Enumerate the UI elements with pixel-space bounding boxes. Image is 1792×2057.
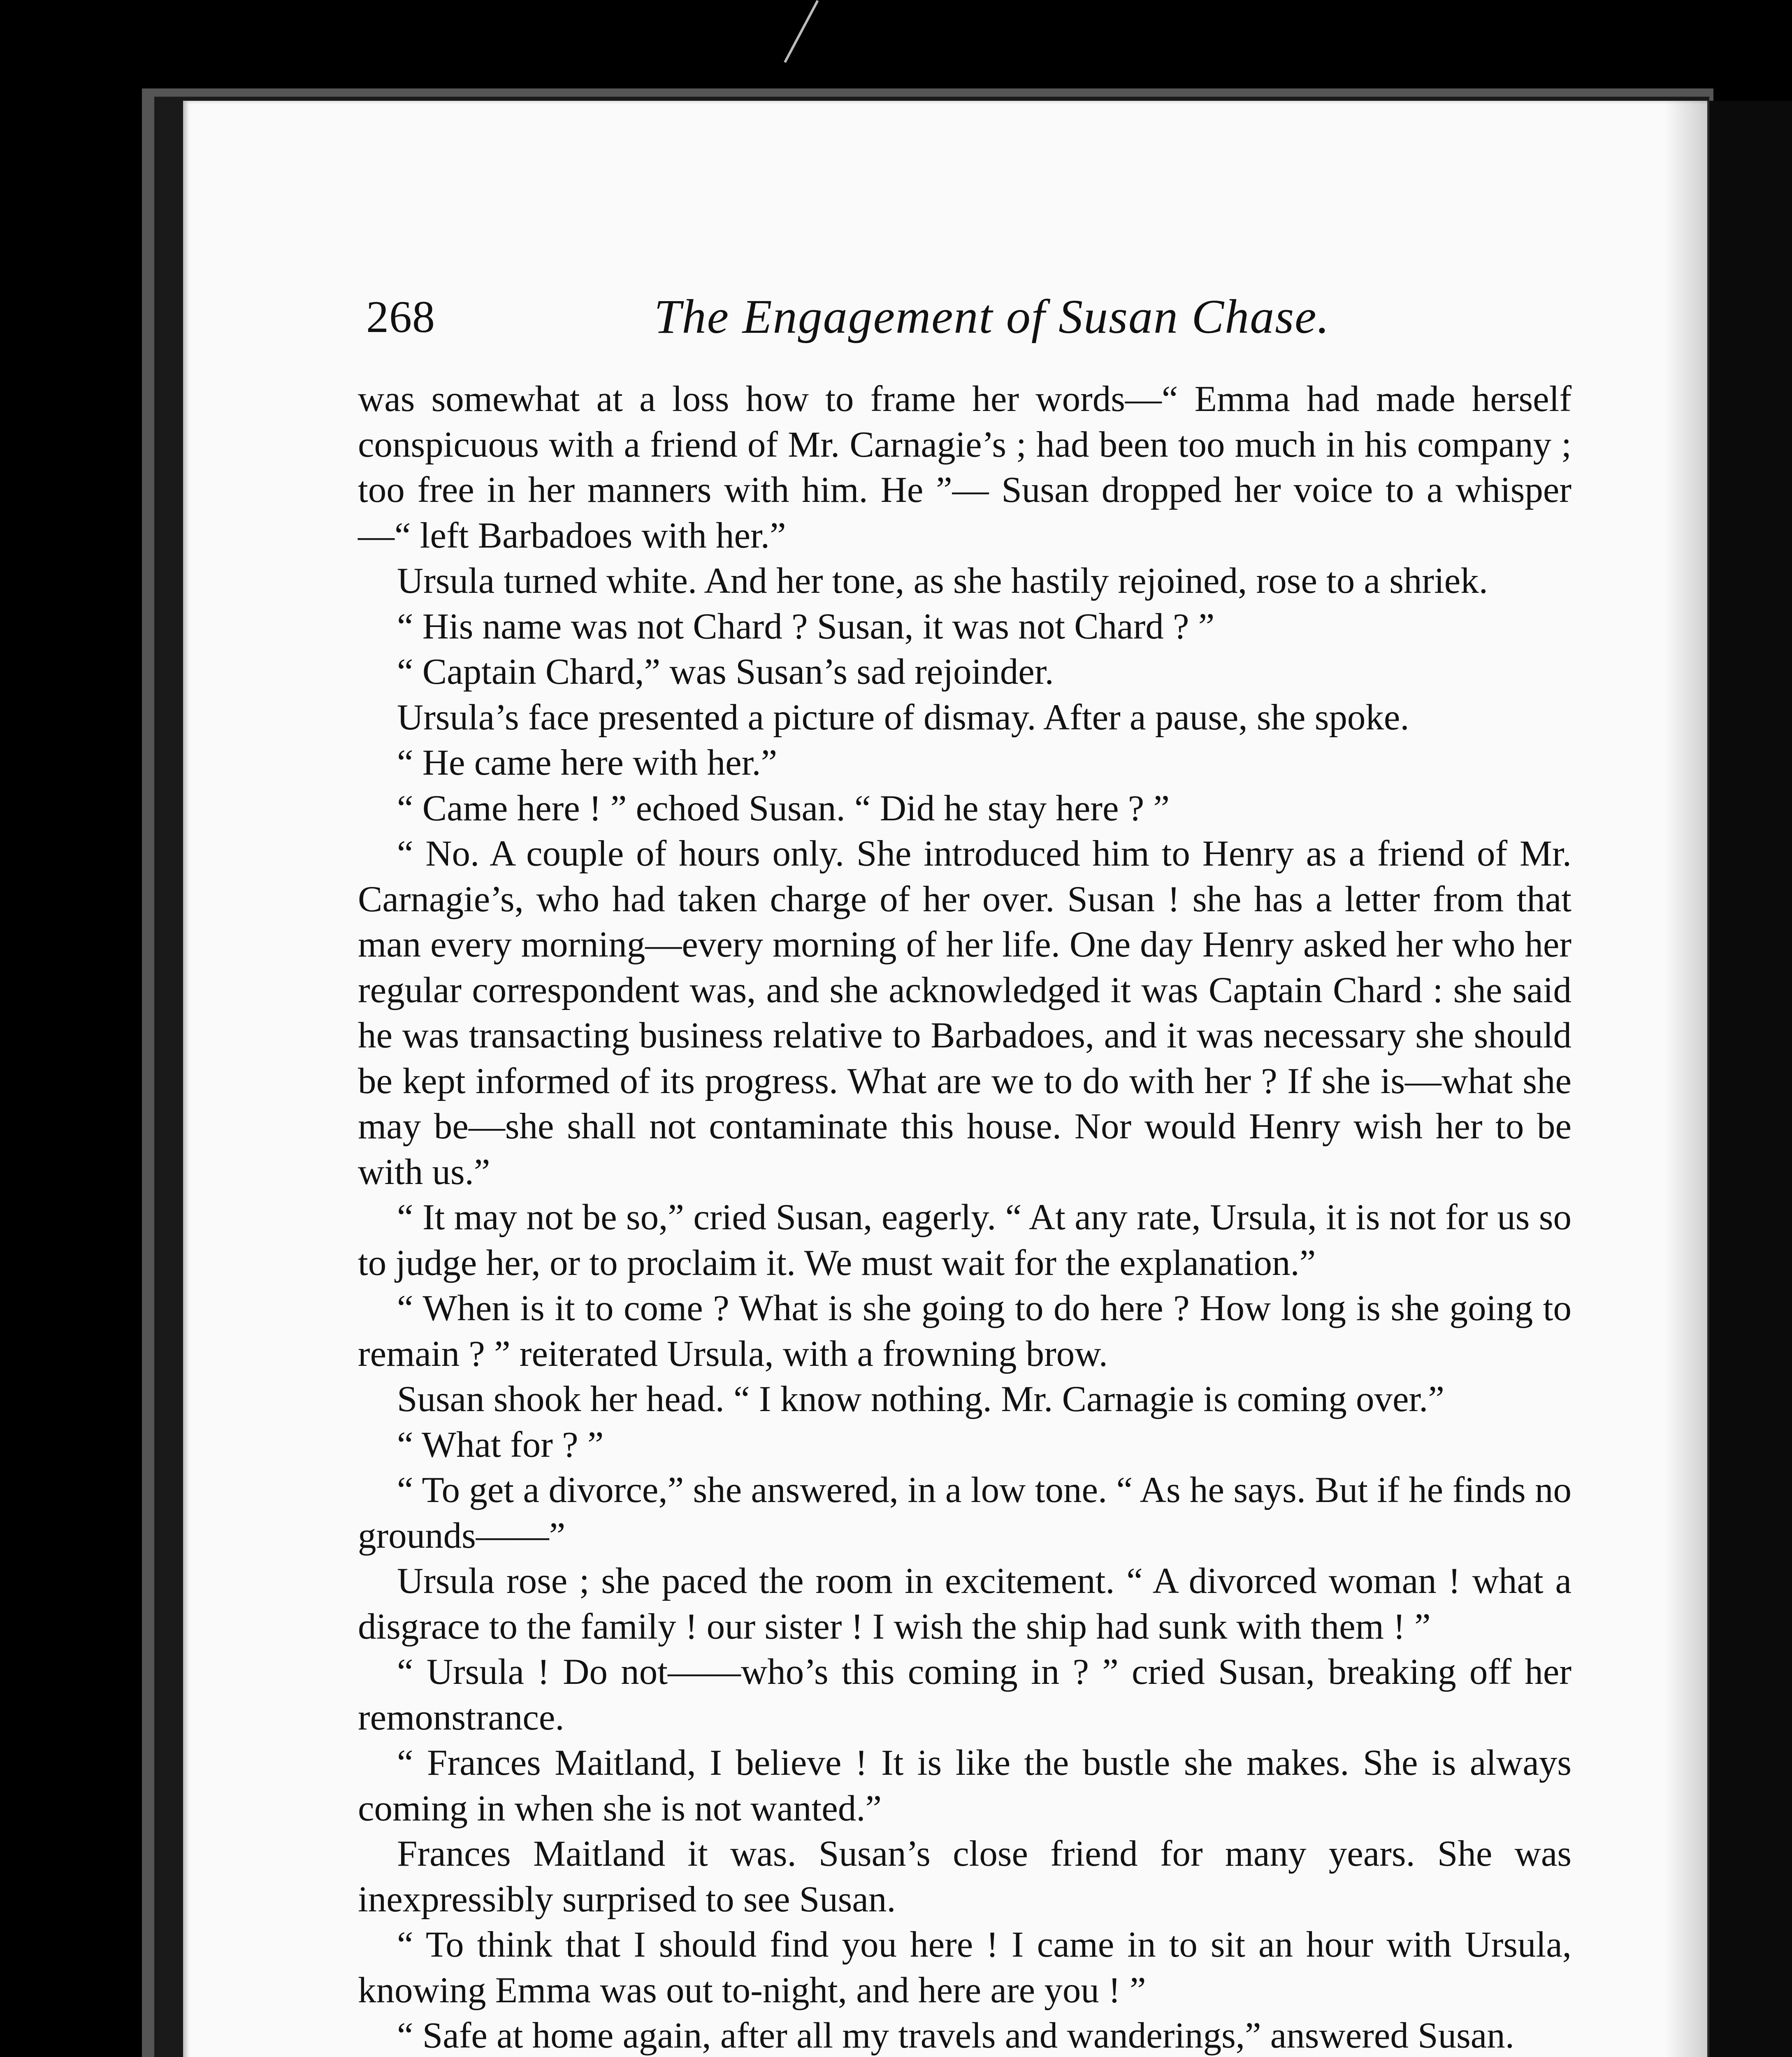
paragraph: “ To think that I should find you here ! I came in to sit an hour with Ursula, knowing Emma was out to-night, and here are you ! ” [358, 1925, 1571, 2011]
paragraph: “ Came here ! ” echoed Susan. “ Did he stay here ? ” [397, 788, 1170, 829]
paragraph: Ursula turned white. And her tone, as she hastily rejoined, rose to a shriek. [397, 561, 1488, 601]
paragraph: “ No. A couple of hours only. She introduced him to Henry as a friend of Mr. Carnagie’s, who had taken charge of her over. Susan ! she has a letter from that man every morning—every morning of her life. One day Henry asked her who her regular correspondent was, and she acknowledged it was Captain Chard : she said he was transacting business relative to Barbadoes, and it was necessary she should be kept informed of its progress. What are we to do with her ? If she is—what she may be—she shall not contaminate this house. Nor would Henry wish her to be with us.” [358, 833, 1571, 1192]
paragraph: Ursula’s face presented a picture of dismay. After a pause, she spoke. [397, 697, 1409, 738]
paragraph: “ To get a divorce,” she answered, in a low tone. “ As he says. But if he finds no grounds——” [358, 1470, 1571, 1556]
page-fold-shadow [1664, 101, 1709, 2057]
paragraph: “ Frances Maitland, I believe ! It is like the bustle she makes. She is always coming in when she is not wanted.” [358, 1743, 1571, 1829]
paragraph: “ He came here with her.” [397, 743, 778, 783]
paragraph: Ursula rose ; she paced the room in excitement. “ A divorced woman ! what a disgrace to the family ! our sister ! I wish the ship had sunk with them ! ” [358, 1561, 1571, 1647]
body-text [358, 376, 1571, 2057]
paragraph: was somewhat at a loss how to frame her words—“ Emma had made herself conspicuous with a friend of Mr. Carnagie’s ; had been too much in his company ; too free in her manners with him. He ”— Susan dropped her voice to a whisper—“ left Barbadoes with her.” [358, 379, 1571, 556]
paragraph: “ Safe at home again, after all my travels and wanderings,” answered Susan. [397, 2015, 1514, 2056]
paragraph: “ It may not be so,” cried Susan, eagerly. “ At any rate, Ursula, it is not for us so to judge her, or to proclaim it. We must wait for the explanation.” [358, 1197, 1571, 1283]
running-title: The Engagement of Susan Chase. [654, 290, 1330, 344]
paragraph: Frances Maitland it was. Susan’s close friend for many years. She was inexpressibly surprised to see Susan. [358, 1834, 1571, 1920]
paragraph: Susan shook her head. “ I know nothing. Mr. Carnagie is coming over.” [397, 1379, 1444, 1419]
running-header [366, 286, 1559, 356]
paragraph: “ Ursula ! Do not——who’s this coming in ? ” cried Susan, breaking off her remonstrance. [358, 1652, 1571, 1738]
paragraph: “ What for ? ” [397, 1424, 604, 1465]
page-number: 268 [366, 292, 435, 342]
paragraph: “ When is it to come ? What is she going to do here ? How long is she going to remain ? ” reiterated Ursula, with a frowning brow. [358, 1288, 1571, 1374]
paragraph: “ Captain Chard,” was Susan’s sad rejoinder. [397, 652, 1054, 692]
paragraph: “ His name was not Chard ? Susan, it was not Chard ? ” [397, 606, 1215, 647]
right-gutter [1709, 101, 1792, 2057]
